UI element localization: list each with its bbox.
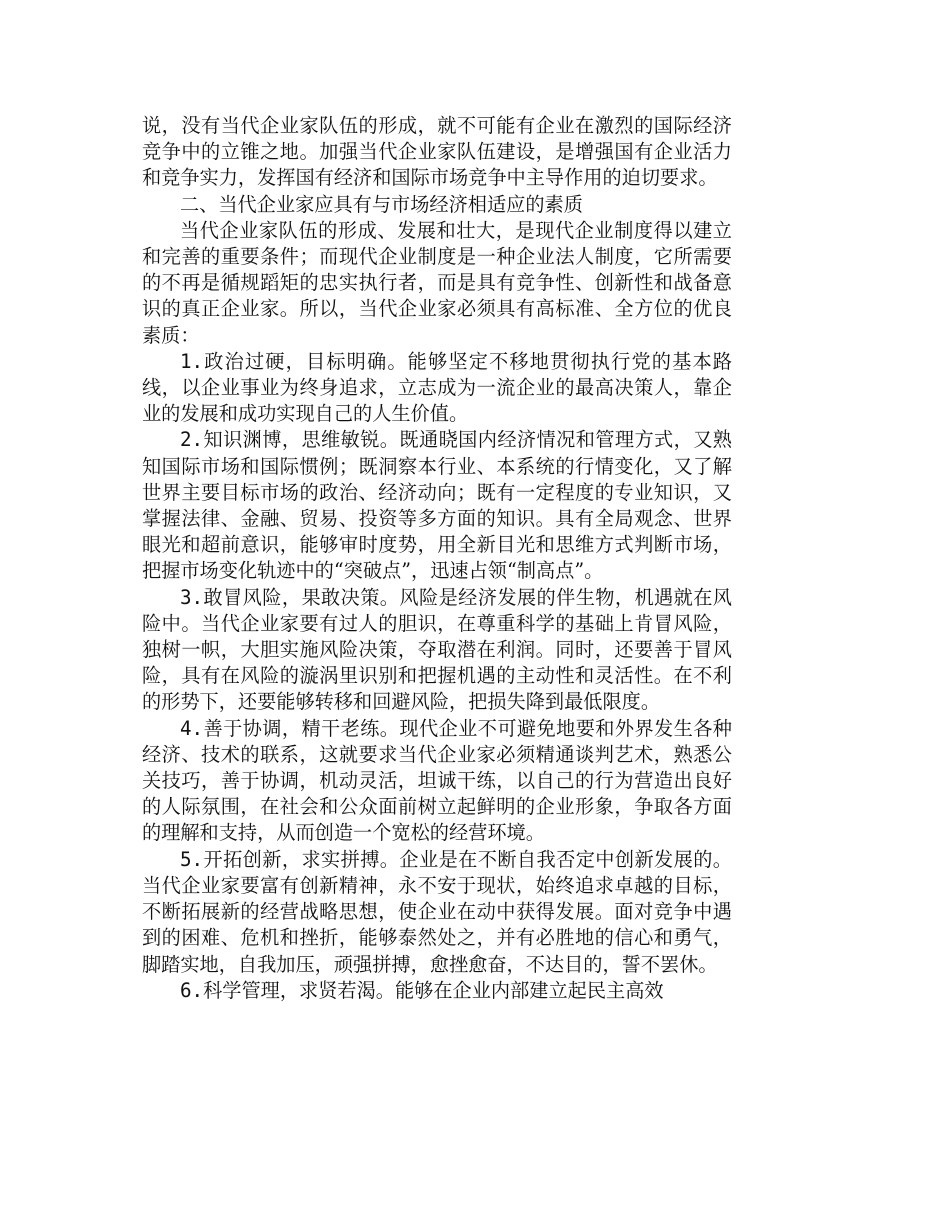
list-number: 4. [180, 716, 204, 740]
list-number: 6. [180, 978, 204, 1002]
list-number: 3. [180, 585, 204, 609]
list-item-text: 敢冒风险，果敢决策。风险是经济发展的伴生物，机遇就在风险中。当代企业家要有过人的胆识，在尊重科学的基础上肯冒风险，独树一帜，大胆实施风险决策，夺取潜在利润。同时，还要善于冒风险，具有在风险的漩涡里识别和把握机遇的主动性和灵活性。在不利的形势下，还要能够转移和回避风险，把损失降到最低限度。 [142, 585, 732, 714]
section-heading [142, 192, 732, 218]
list-number: 2. [180, 428, 204, 452]
section-heading-text: 二、当代企业家应具有与市场经济相适应的素质 [180, 192, 583, 216]
list-item-text: 知识渊博，思维敏锐。既通晓国内经济情况和管理方式，又熟知国际市场和国际惯例；既洞察本行业、本系统的行情变化，又了解世界主要目标市场的政治、经济动向；既有一定程度的专业知识，又掌握法律、金融、贸易、投资等多方面的知识。具有全局观念、世界眼光和超前意识，能够审时度势，用全新目光和思维方式判断市场，把握市场变化轨迹中的“突破点”，迅速占领“制高点”。 [142, 428, 732, 583]
list-item-text: 政治过硬，目标明确。能够坚定不移地贯彻执行党的基本路线，以企业事业为终身追求，立志成为一流企业的最高决策人，靠企业的发展和成功实现自己的人生价值。 [142, 349, 732, 426]
list-item-text: 善于协调，精干老练。现代企业不可避免地要和外界发生各种经济、技术的联系，这就要求当代企业家必须精通谈判艺术，熟悉公关技巧，善于协调，机动灵活，坦诚干练，以自己的行为营造出良好的人际氛围，在社会和公众面前树立起鲜明的企业形象，争取各方面的理解和支持，从而创造一个宽松的经营环境。 [142, 716, 732, 845]
paragraph-text: 说，没有当代企业家队伍的形成，就不可能有企业在激烈的国际经济竞争中的立锥之地。加强当代企业家队伍建设，是增强国有企业活力和竞争实力，发挥国有经济和国际市场竞争中主导作用的迫切要求。 [142, 114, 732, 190]
list-item-5 [142, 847, 732, 978]
list-item-2 [142, 427, 732, 584]
list-number: 5. [180, 847, 204, 871]
paragraph-overview [142, 218, 732, 349]
list-item-text: 科学管理，求贤若渴。能够在企业内部建立起民主高效 [203, 978, 664, 1002]
paragraph-text: 当代企业家队伍的形成、发展和壮大，是现代企业制度得以建立和完善的重要条件；而现代企业制度是一种企业法人制度，它所需要的不再是循规蹈矩的忠实执行者，而是具有竞争性、创新性和战备意识的真正企业家。所以，当代企业家必须具有高标准、全方位的优良素质： [142, 218, 732, 347]
paragraph-intro [142, 113, 732, 192]
list-item-4 [142, 716, 732, 847]
list-number: 1. [180, 349, 204, 373]
document-body [142, 113, 732, 1004]
list-item-6 [142, 978, 732, 1004]
list-item-3 [142, 585, 732, 716]
list-item-text: 开拓创新，求实拼搏。企业是在不断自我否定中创新发展的。当代企业家要富有创新精神，永不安于现状，始终追求卓越的目标，不断拓展新的经营战略思想，使企业在动中获得发展。面对竞争中遇到的困难、危机和挫折，能够泰然处之，并有必胜地的信心和勇气，脚踏实地，自我加压，顽强拼搏，愈挫愈奋，不达目的，誓不罢休。 [142, 847, 732, 976]
list-item-1 [142, 349, 732, 428]
